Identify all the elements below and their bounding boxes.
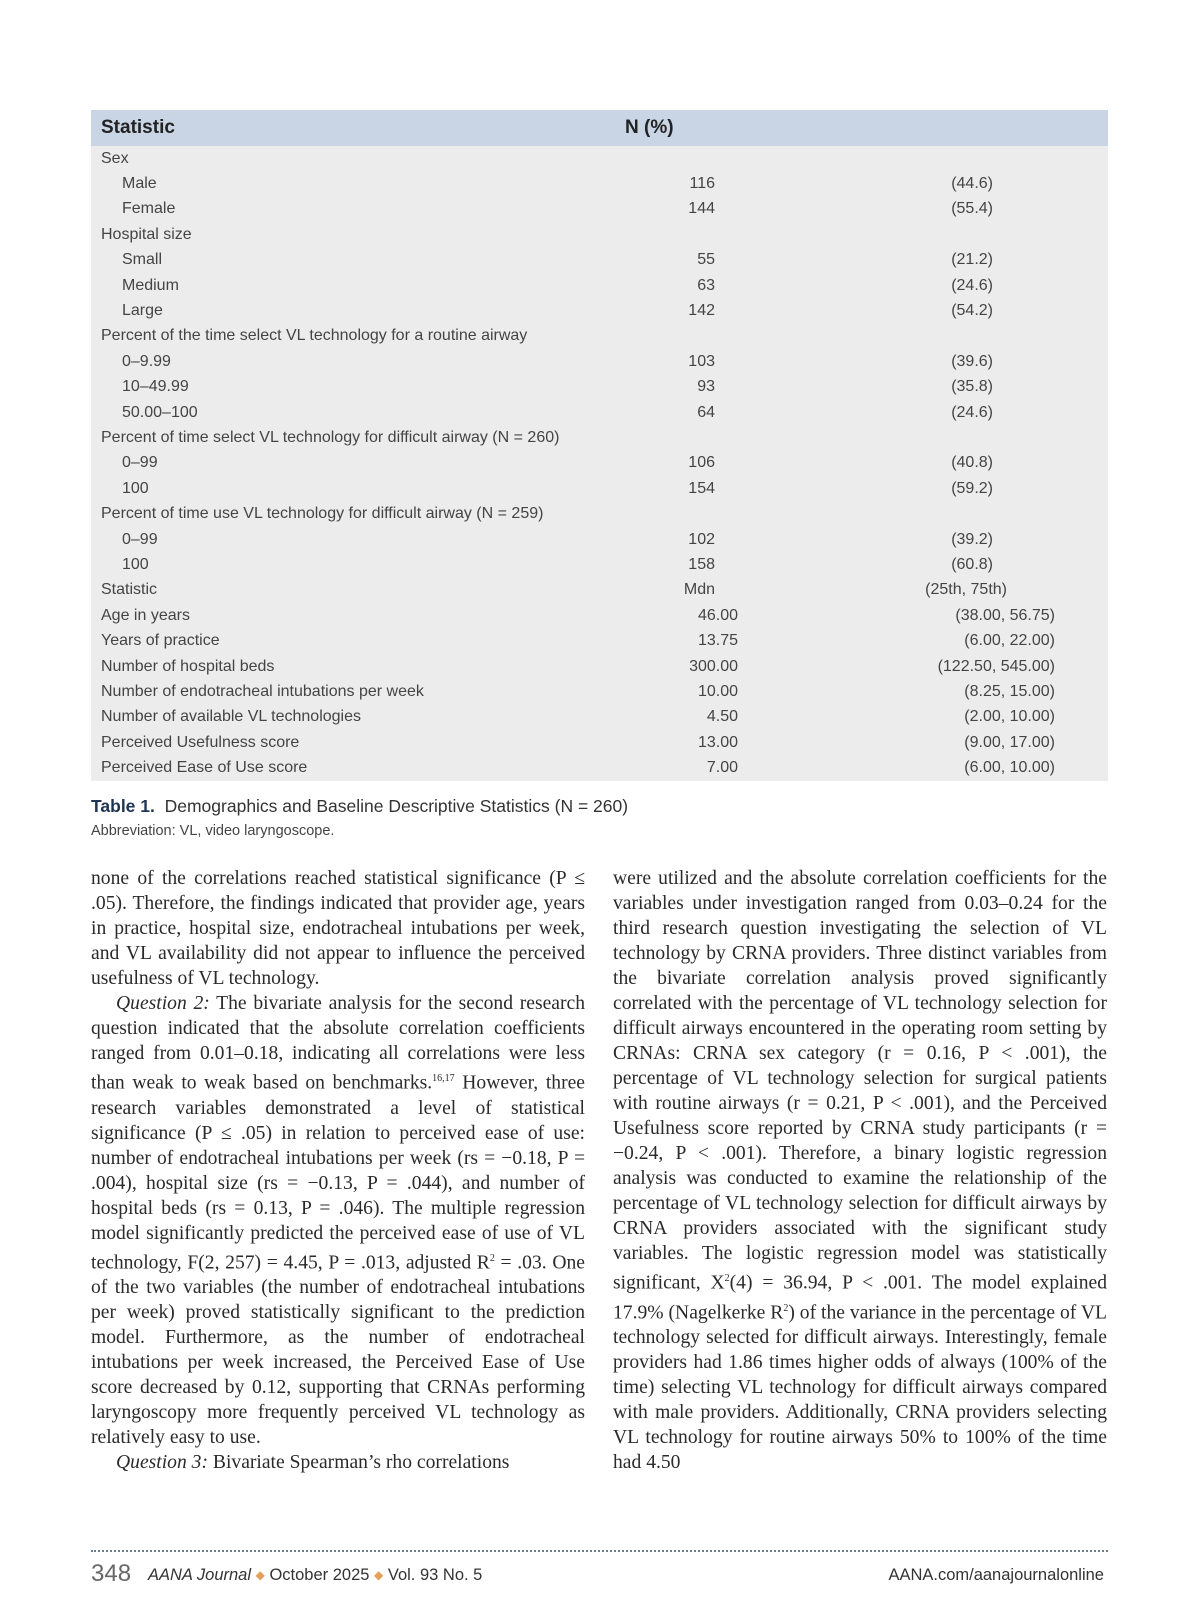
row-label: Years of practice	[101, 632, 220, 650]
row-range: (24.6)	[951, 276, 993, 294]
row-range: (38.00, 56.75)	[955, 606, 1055, 624]
body-column-right	[613, 866, 1107, 1475]
row-range	[738, 501, 1055, 526]
row-pad	[1055, 324, 1108, 349]
table-abbreviation: Abbreviation: VL, video laryngoscope.	[91, 823, 335, 839]
table-row	[91, 603, 1108, 628]
row-value	[625, 425, 738, 450]
row-value: 93	[697, 378, 715, 396]
row-label: Large	[122, 302, 163, 320]
row-pad	[1055, 705, 1108, 730]
row-range: (39.6)	[951, 352, 993, 370]
journal-name: AANA Journal	[148, 1566, 252, 1584]
question-3-label: Question 3:	[116, 1452, 208, 1474]
caption-label: Table 1.	[91, 796, 155, 816]
question-2-label: Question 2:	[116, 993, 210, 1014]
row-pad	[1055, 755, 1108, 780]
row-label: Age in years	[101, 606, 190, 624]
row-range: (35.8)	[951, 378, 993, 396]
row-pad	[1055, 527, 1108, 552]
row-pad	[1055, 552, 1108, 577]
row-value: 158	[688, 555, 715, 573]
row-value: 13.75	[697, 632, 738, 650]
journal-url[interactable]: AANA.com/aanajournalonline	[888, 1566, 1104, 1584]
row-range: (55.4)	[951, 200, 993, 218]
row-pad	[1055, 248, 1108, 273]
footer-divider	[91, 1550, 1108, 1552]
table-row	[91, 324, 1108, 349]
caption-text: Demographics and Baseline Descriptive Statistics (N = 260)	[164, 796, 629, 816]
row-label: 100	[122, 479, 149, 497]
superscript: 2	[489, 1252, 495, 1264]
row-label: Hospital size	[101, 225, 192, 243]
table-row	[91, 755, 1108, 780]
row-range: (44.6)	[951, 175, 993, 193]
row-range: (122.50, 545.00)	[937, 657, 1055, 675]
table-row	[91, 679, 1108, 704]
row-value: 144	[688, 200, 715, 218]
journal-info	[148, 1566, 482, 1585]
row-range: (25th, 75th)	[925, 581, 1007, 599]
table-row	[91, 705, 1108, 730]
table-body	[91, 146, 1108, 781]
row-range	[738, 324, 1055, 349]
row-value: 154	[688, 479, 715, 497]
table	[91, 110, 1108, 781]
table-row	[91, 349, 1108, 374]
table-row	[91, 451, 1108, 476]
right-text-c: ) of the variance in the percentage of VL technology selected for difficult airways. Interestingly, female providers had 1.86 times higher odds of always (100% of the time) selecting VL technology for difficult airways compared with male providers. Additionally, CRNA providers selecting VL technology for routine airways 50% to 100% of the time had 4.50	[613, 1302, 1107, 1474]
row-label: Medium	[122, 276, 179, 294]
issue-date: October 2025	[269, 1566, 370, 1584]
row-label: Perceived Ease of Use score	[101, 759, 308, 777]
body-column-left	[91, 866, 585, 1475]
row-label: Perceived Usefulness score	[101, 733, 300, 751]
table-row	[91, 171, 1108, 196]
q2-text-b: However, three research variables demonstrated a level of statistical significance (P ≤ .05) in relation to perceived ease of use: number of endotracheal intubations per week (rs = −0.18, P = .004), hospital size (rs = −0.13, P = .044), and number of hospital beds (rs = 0.13, P = .046). The multiple regression model significantly predicted the perceived ease of use of VL technology, F(2, 257) = 4.45, P = .013, adjusted R	[91, 1072, 585, 1274]
row-label: Percent of time select VL technology for difficult airway (N = 260)	[101, 428, 560, 446]
row-pad	[1055, 578, 1108, 603]
volume: Vol. 93 No. 5	[387, 1566, 483, 1584]
header-n-pct-text: N (%)	[625, 117, 674, 138]
row-range: (39.2)	[951, 530, 993, 548]
row-value: 64	[697, 403, 715, 421]
row-range: (21.2)	[951, 251, 993, 269]
row-pad	[1055, 273, 1108, 298]
row-label: 0–9.99	[122, 352, 171, 370]
table-row	[91, 527, 1108, 552]
paragraph-right	[613, 866, 1107, 1475]
q3-text: Bivariate Spearman’s rho correlations	[207, 1452, 510, 1474]
row-label: 100	[122, 555, 149, 573]
q2-text-c: = .03. One of the two variables (the number of endotracheal intubations per week) proved statistically significant to the prediction model. Furthermore, as the number of endotracheal intubations per week increased, the Perceived Ease of Use score decreased by 0.12, supporting that CRNAs performing laryngoscopy more frequently perceived VL technology as relatively easy to use.	[91, 1252, 586, 1449]
row-pad	[1055, 349, 1108, 374]
table-row	[91, 628, 1108, 653]
table-row	[91, 552, 1108, 577]
row-range: (24.6)	[951, 403, 993, 421]
row-value: 63	[697, 276, 715, 294]
row-label: Female	[122, 200, 176, 218]
row-value: 13.00	[697, 733, 738, 751]
paragraph-question-3	[91, 1450, 585, 1475]
row-value	[625, 501, 738, 526]
row-value: 4.50	[706, 708, 738, 726]
row-range: (40.8)	[951, 454, 993, 472]
superscript: 2	[783, 1302, 789, 1314]
row-label: 50.00–100	[122, 403, 198, 421]
row-range: (9.00, 17.00)	[964, 733, 1055, 751]
table-row	[91, 400, 1108, 425]
demographics-table	[91, 110, 1108, 781]
table-row	[91, 578, 1108, 603]
row-label: 0–99	[122, 454, 158, 472]
row-value: 142	[688, 302, 715, 320]
superscript: 2	[724, 1273, 730, 1284]
row-pad	[1055, 222, 1108, 247]
row-value	[625, 146, 738, 171]
diamond-icon: ◆	[374, 1568, 384, 1582]
row-value	[625, 222, 738, 247]
row-value: 102	[688, 530, 715, 548]
row-pad	[1055, 603, 1108, 628]
row-pad	[1055, 451, 1108, 476]
row-pad	[1055, 375, 1108, 400]
table-caption	[91, 796, 628, 817]
row-pad	[1055, 501, 1108, 526]
row-label: Number of endotracheal intubations per week	[101, 682, 424, 700]
header-statistic: Statistic	[101, 117, 175, 138]
row-value	[625, 324, 738, 349]
row-label: Male	[122, 175, 157, 193]
row-value: 10.00	[697, 682, 738, 700]
table-row	[91, 501, 1108, 526]
row-label: 10–49.99	[122, 378, 189, 396]
right-text-a: were utilized and the absolute correlation coefficients for the variables under investigation ranged from 0.03–0.24 for the third research question investigating the selection of VL technology by CRNA providers. Three distinct variables from the bivariate correlation analysis proved significantly correlated with the percentage of VL technology selection for difficult airways encountered in the operating room setting by CRNAs: CRNA sex category (r = 0.16, P < .001), the percentage of VL technology selection for surgical patients with routine airways (r = 0.21, P < .001), and the Perceived Usefulness score reported by CRNA study participants (r = −0.24, P < .001). Therefore, a binary logistic regression analysis was conducted to examine the relationship of the percentage of VL technology selection for difficult airways by CRNA providers associated with the significant study variables. The logistic regression model was statistically significant, X	[613, 868, 1107, 1294]
row-pad	[1055, 476, 1108, 501]
row-label: 0–99	[122, 530, 158, 548]
row-range: (8.25, 15.00)	[964, 682, 1055, 700]
citation-ref: 16,17	[432, 1073, 455, 1084]
row-value: 7.00	[706, 759, 738, 777]
table-row	[91, 146, 1108, 171]
row-pad	[1055, 400, 1108, 425]
row-value: 103	[688, 352, 715, 370]
table-row	[91, 248, 1108, 273]
header-n-pct	[625, 110, 1108, 146]
row-label: Number of available VL technologies	[101, 708, 362, 726]
page-number: 348	[91, 1560, 132, 1587]
row-pad	[1055, 425, 1108, 450]
row-pad	[1055, 171, 1108, 196]
table-row	[91, 222, 1108, 247]
row-value: 46.00	[697, 606, 738, 624]
row-range: (59.2)	[951, 479, 993, 497]
table-row	[91, 197, 1108, 222]
table-row	[91, 375, 1108, 400]
row-label: Number of hospital beds	[101, 657, 275, 675]
table-row	[91, 273, 1108, 298]
row-range	[738, 425, 1055, 450]
row-value: 116	[689, 175, 715, 193]
page-footer	[91, 1560, 1108, 1590]
table-row	[91, 298, 1108, 323]
right-text-b: (4) = 36.94, P < .001. The model explained 17.9% (Nagelkerke R	[613, 1272, 1108, 1324]
row-pad	[1055, 654, 1108, 679]
paragraph-question-2	[91, 991, 585, 1450]
row-range	[738, 146, 1055, 171]
row-pad	[1055, 679, 1108, 704]
row-pad	[1055, 146, 1108, 171]
row-pad	[1055, 628, 1108, 653]
diamond-icon: ◆	[255, 1568, 265, 1582]
table-row	[91, 425, 1108, 450]
row-value: 55	[697, 251, 715, 269]
row-label: Sex	[101, 149, 129, 167]
q2-text-a: The bivariate analysis for the second research question indicated that the absolute correlation coefficients ranged from 0.01–0.18, indicating all correlations were less than weak to weak based on benchmarks.	[91, 993, 585, 1094]
table-row	[91, 476, 1108, 501]
row-value: 300.00	[689, 657, 738, 675]
row-value: 106	[688, 454, 715, 472]
row-label: Small	[122, 251, 163, 269]
paragraph: none of the correlations reached statistical significance (P ≤ .05). Therefore, the findings indicated that provider age, years in practice, hospital size, endotracheal intubations per week, and VL availability did not appear to influence the perceived usefulness of VL technology.	[91, 868, 585, 989]
row-label: Percent of time use VL technology for difficult airway (N = 259)	[101, 505, 544, 523]
row-pad	[1055, 730, 1108, 755]
row-label: Percent of the time select VL technology for a routine airway	[101, 327, 528, 345]
table-header-row	[91, 110, 1108, 146]
row-pad	[1055, 197, 1108, 222]
row-pad	[1055, 298, 1108, 323]
row-range: (6.00, 22.00)	[964, 632, 1055, 650]
row-value: Mdn	[683, 581, 715, 599]
table-row	[91, 730, 1108, 755]
table-row	[91, 654, 1108, 679]
row-range: (60.8)	[951, 555, 993, 573]
row-range: (6.00, 10.00)	[964, 759, 1055, 777]
row-range: (2.00, 10.00)	[964, 708, 1055, 726]
row-range: (54.2)	[951, 302, 993, 320]
row-range	[738, 222, 1055, 247]
row-label: Statistic	[101, 581, 158, 599]
